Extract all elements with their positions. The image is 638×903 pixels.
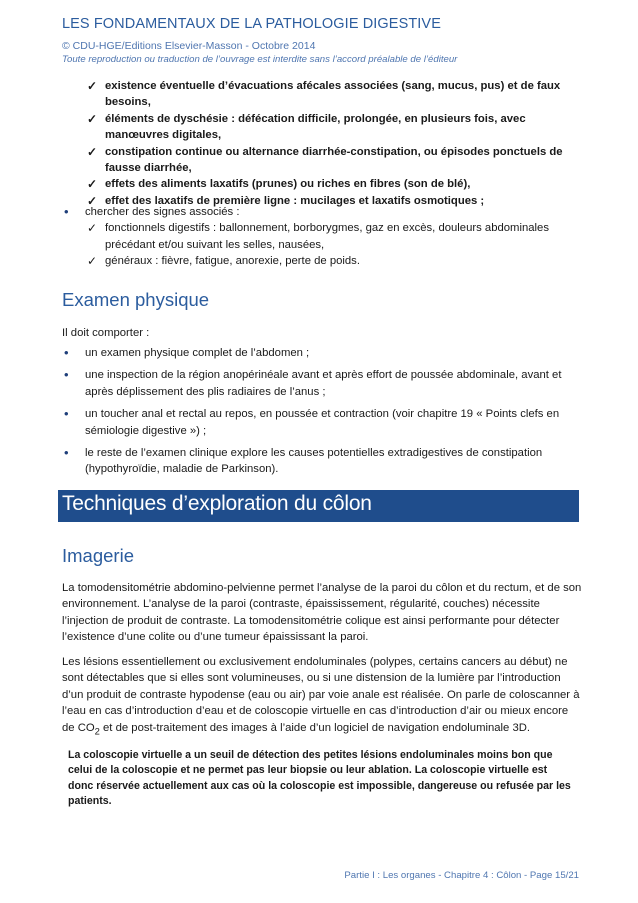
paragraph-lesions xyxy=(62,654,582,739)
list-item xyxy=(0,144,638,177)
bullet-text: le reste de l’examen clinique explore les causes potentielles extradigestives de constipation (hypothyroïdie, maladie de Parkinson). xyxy=(85,447,543,476)
copyright-line: © CDU-HGE/Editions Elsevier-Masson - Octobre 2014 xyxy=(62,40,316,52)
bullet-icon: • xyxy=(64,204,69,219)
list-item-text: éléments de dyschésie : défécation difficile, prolongée, en plusieurs fois, avec manœuvres digitales, xyxy=(105,112,526,142)
paragraph-tomodensitometrie: La tomodensitométrie abdomino-pelvienne permet l’analyse de la paroi du côlon et du rectum, et de son environnement. L’analyse de la paroi (contraste, épaississement, régularité, couches) nécessite l’injection de produit de contraste. La tomodensitométrie colique est ainsi performante pour détecter l’existence d’une colite ou d’une tumeur épaississant la paroi. xyxy=(62,582,582,644)
checkmark-icon: ✓ xyxy=(87,221,98,236)
bullet-icon: • xyxy=(64,445,69,461)
list-item xyxy=(0,78,638,111)
section-banner xyxy=(58,490,579,522)
bullet-icon: • xyxy=(64,345,69,360)
key-note: La coloscopie virtuelle a un seuil de détection des petites lésions endoluminales moins bon que celui de la coloscopie et ne permet pas leur biopsie ou leur ablation. La coloscopie virtuelle est donc réservée actuellement aux cas où la coloscopie est impossible, dangereuse ou refusée par les patients. xyxy=(68,749,571,808)
running-header-title: LES FONDAMENTAUX DE LA PATHOLOGIE DIGESTIVE xyxy=(62,16,441,32)
bullet-icon: • xyxy=(64,406,69,422)
list-item-text: constipation continue ou alternance diarrhée-constipation, ou épisodes ponctuels de fausse diarrhée, xyxy=(105,145,563,175)
list-item-text: fonctionnels digestifs : ballonnement, borborygmes, gaz en excès, douleurs abdominales précédant et/ou suivant les selles, nausées, xyxy=(105,222,549,251)
page-footer: Partie I : Les organes - Chapitre 4 : Côlon - Page 15/21 xyxy=(344,870,579,881)
checkmark-icon: ✓ xyxy=(87,111,98,126)
bullet-text: un toucher anal et rectal au repos, en poussée et contraction (voir chapitre 19 « Points clefs en sémiologie digestive ») ; xyxy=(85,408,560,437)
list-item-text: effets des aliments laxatifs (prunes) ou riches en fibres (son de blé), xyxy=(105,178,471,191)
rights-notice: Toute reproduction ou traduction de l’ouvrage est interdite sans l’accord préalable de l’éditeur xyxy=(62,54,458,65)
bullet-item xyxy=(0,445,638,478)
list-item xyxy=(0,220,638,253)
checkmark-icon: ✓ xyxy=(87,254,98,269)
checkmark-icon: ✓ xyxy=(87,79,98,93)
list-item xyxy=(0,111,638,144)
list-item xyxy=(0,253,638,269)
list-item xyxy=(0,176,638,192)
checkmark-icon: ✓ xyxy=(87,177,98,192)
bullet-item xyxy=(0,345,638,361)
bullet-item xyxy=(0,367,638,400)
section-title-imagerie: Imagerie xyxy=(62,545,134,566)
paragraph-text-end: et de post-traitement des images à l’aide d’un logiciel de navigation endoluminale 3D. xyxy=(99,721,531,734)
paragraph-text: Les lésions essentiellement ou exclusivement endoluminales (polypes, certains cancers au début) ne sont détectables que si elles sont volumineuses, ou si une distension de la lumière par l’introduction d’un produit de contraste hypodense (eau ou air) par voie anale est réalisée. On parle de coloscanner à l’eau en cas d’introduction d’eau et de coloscopie virtuelle en cas d’introduction d’air ou mieux encore de CO xyxy=(62,656,580,734)
bullet-item xyxy=(0,204,638,220)
checkmark-icon: ✓ xyxy=(87,193,98,208)
bullet-text: une inspection de la région anopérinéale avant et après effort de poussée abdominale, avant et après déplissement des plis radiaires de l’anus ; xyxy=(85,369,562,398)
bullet-item xyxy=(0,406,638,439)
list-item-text: existence éventuelle d’évacuations afécales associées (sang, mucus, pus) et de faux besoins, xyxy=(105,80,561,109)
banner-title: Techniques d’exploration du côlon xyxy=(62,492,372,515)
section-title-examen: Examen physique xyxy=(62,289,210,310)
list-item-text: effet des laxatifs de première ligne : mucilages et laxatifs osmotiques ; xyxy=(105,194,485,207)
examen-intro: Il doit comporter : xyxy=(62,327,150,339)
examen-list xyxy=(0,345,638,484)
bullet-icon: • xyxy=(64,367,69,383)
signes-associes-block xyxy=(0,204,638,270)
bullet-text: chercher des signes associés : xyxy=(85,206,240,218)
checklist-interrogatoire xyxy=(0,78,638,209)
list-item-text: généraux : fièvre, fatigue, anorexie, perte de poids. xyxy=(105,255,360,268)
subscript: 2 xyxy=(94,724,100,736)
bullet-text: un examen physique complet de l’abdomen ; xyxy=(85,347,310,359)
checkmark-icon: ✓ xyxy=(87,144,98,159)
